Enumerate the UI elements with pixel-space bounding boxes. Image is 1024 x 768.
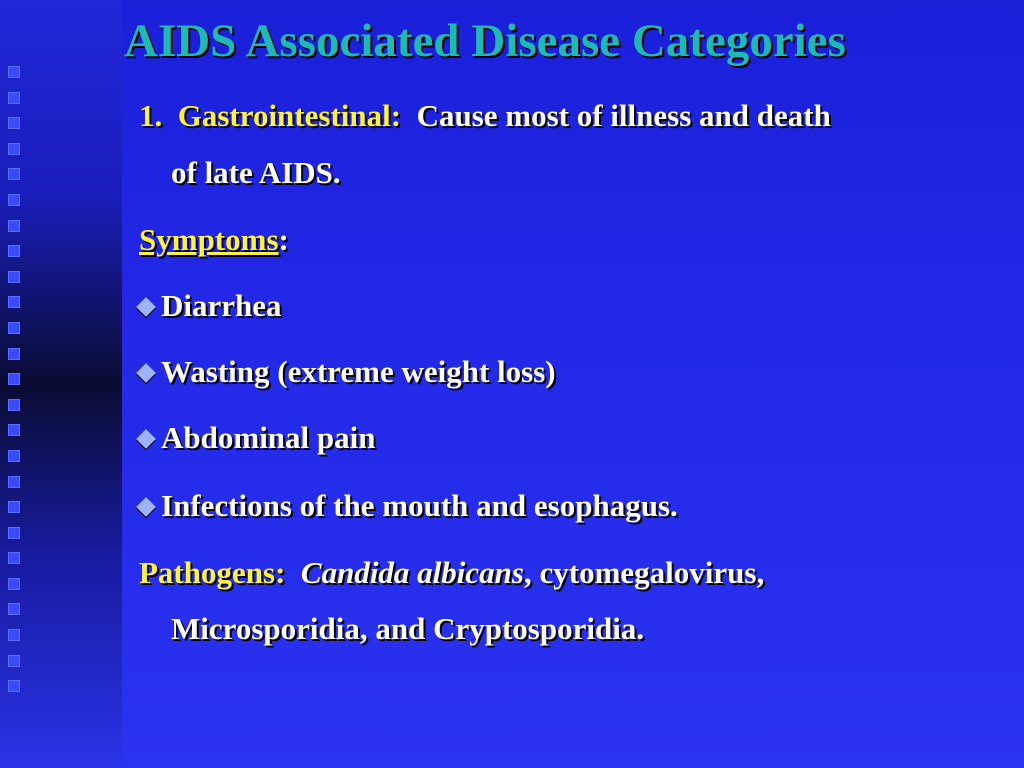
slide-title: AIDS Associated Disease Categories	[124, 15, 846, 67]
symptom-item	[133, 348, 556, 395]
symptom-item	[133, 282, 282, 329]
pathogens-line1	[139, 549, 764, 596]
symptoms-label: Symptoms	[139, 222, 279, 257]
pathogens-line2	[171, 605, 644, 652]
item1-category: Gastrointestinal:	[177, 98, 402, 133]
item1-line2	[171, 149, 341, 196]
symptoms-colon: :	[278, 222, 289, 257]
symptom-text: Abdominal pain	[161, 420, 376, 455]
pathogen-candida: Candida albicans	[300, 555, 524, 590]
sidebar-squares-decoration	[8, 66, 26, 706]
item1-text-line2: of late AIDS.	[171, 155, 341, 190]
pathogens-label: Pathogens	[139, 555, 276, 590]
symptom-text: Diarrhea	[161, 288, 282, 323]
pathogens-text-line2: Microsporidia, and Cryptosporidia.	[171, 611, 645, 646]
diamond-bullet-icon	[136, 363, 156, 383]
diamond-bullet-icon	[136, 497, 156, 517]
item1-number: 1.	[139, 98, 163, 133]
decorative-sidebar	[0, 0, 122, 768]
pathogens-colon: :	[275, 555, 286, 590]
item1-line1	[139, 92, 831, 139]
diamond-bullet-icon	[136, 429, 156, 449]
diamond-bullet-icon	[136, 297, 156, 317]
symptoms-heading	[139, 216, 289, 263]
symptom-text: Infections of the mouth and esophagus.	[161, 488, 678, 523]
pathogens-rest-line1: , cytomegalovirus,	[523, 555, 765, 590]
symptom-item	[133, 482, 678, 529]
symptom-text: Wasting (extreme weight loss)	[161, 354, 556, 389]
symptom-item	[133, 414, 376, 461]
item1-text-line1: Cause most of illness and death	[416, 98, 831, 133]
